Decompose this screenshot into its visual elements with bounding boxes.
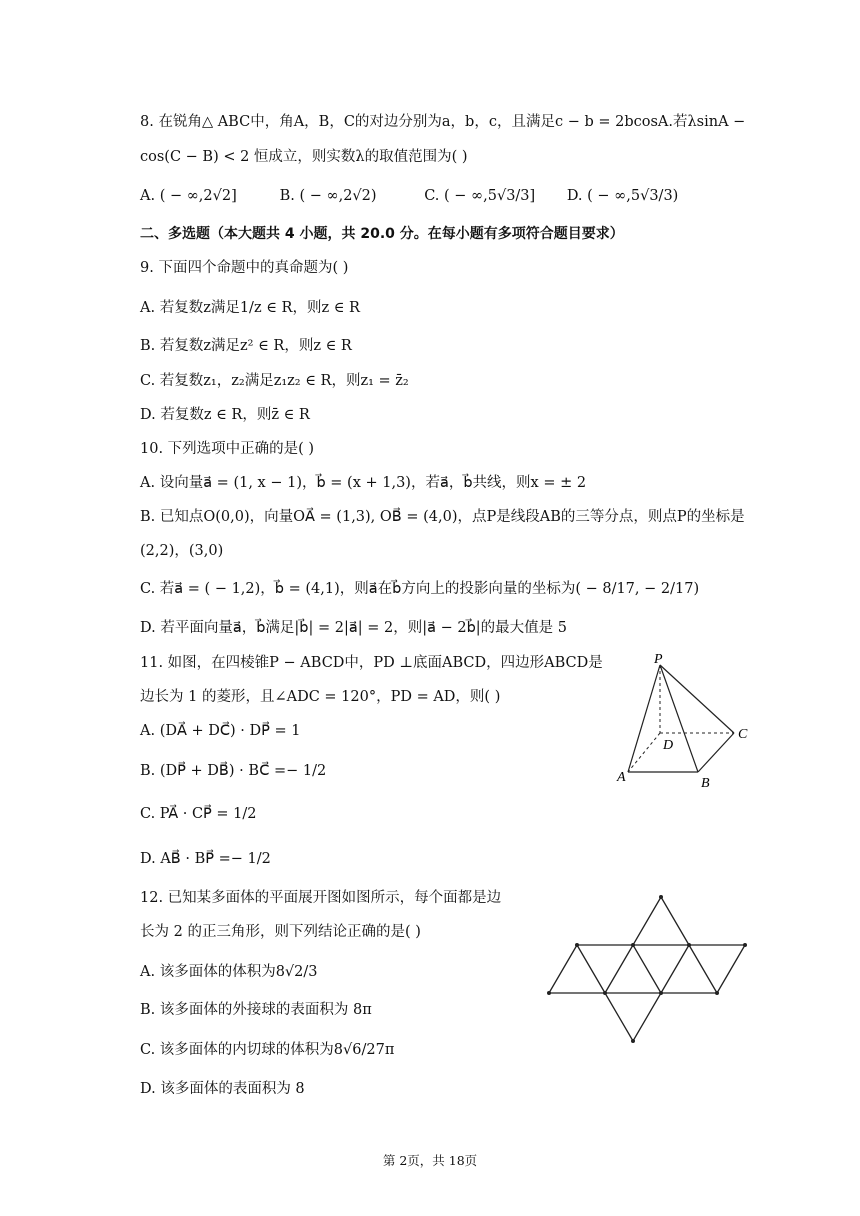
q9-option-b: B. 若复数z满足z² ∈ R，则z ∈ R <box>140 338 352 354</box>
q10-option-b-cont: (2,2)，(3,0) <box>140 543 224 559</box>
pyramid-label-a: A <box>617 770 626 785</box>
page-footer: 第 2页，共 18页 <box>382 1153 478 1168</box>
pyramid-label-b: B <box>701 776 710 791</box>
pyramid-figure <box>600 645 760 795</box>
q8-option-c: C. ( − ∞,5√3/3] <box>424 188 536 204</box>
q10-option-d: D. 若平面向量a⃗，b⃗满足|b⃗| = 2|a⃗| = 2，则|a⃗ − 2b⃗|的最大值是 5 <box>140 620 568 636</box>
q11-option-b: B. (DP⃗ + DB⃗) · BC⃗ =− 1/2 <box>140 763 327 779</box>
q12-stem-line1: 12. 已知某多面体的平面展开图如图所示，每个面都是边 <box>140 890 502 906</box>
pyramid-label-p: P <box>654 652 663 667</box>
q9-option-c: C. 若复数z₁，z₂满足z₁z₂ ∈ R，则z₁ = z̄₂ <box>140 373 409 389</box>
q9-option-d: D. 若复数z ∈ R，则z̄ ∈ R <box>140 407 310 423</box>
q8-option-d: D. ( − ∞,5√3/3) <box>566 188 679 204</box>
q8-options <box>140 186 678 206</box>
polyhedron-net-figure <box>540 890 760 1050</box>
q10-option-c: C. 若a⃗ = ( − 1,2)，b⃗ = (4,1)，则a⃗在b⃗方向上的投影向量的坐标为( − 8/17, − 2/17) <box>140 581 700 597</box>
q10-option-b: B. 已知点O(0,0)，向量OA⃗ = (1,3), OB⃗ = (4,0)，点P是线段AB的三等分点，则点P的坐标是 <box>140 509 745 525</box>
q8-stem-line1: 8. 在锐角△ ABC中，角A，B，C的对边分别为a，b，c，且满足c − b = 2bcosA.若λsinA − <box>140 114 746 130</box>
q12-option-a: A. 该多面体的体积为8√2/3 <box>140 964 318 980</box>
q11-option-a: A. (DA⃗ + DC⃗) · DP⃗ = 1 <box>140 723 301 739</box>
q9-stem: 9. 下面四个命题中的真命题为( ) <box>140 260 349 276</box>
q8-option-a: A. ( − ∞,2√2] <box>140 188 237 204</box>
q8-stem-line2: cos(C − B) < 2 恒成立，则实数λ的取值范围为( ) <box>140 149 468 165</box>
q12-option-b: B. 该多面体的外接球的表面积为 8π <box>140 1002 372 1018</box>
section-title-multiple-choice: 二、多选题（本大题共 4 小题，共 20.0 分。在每小题有多项符合题目要求） <box>140 226 624 242</box>
q12-option-c: C. 该多面体的内切球的体积为8√6/27π <box>140 1042 395 1058</box>
q8-option-b: B. ( − ∞,2√2) <box>279 188 377 204</box>
q12-stem-line2: 长为 2 的正三角形，则下列结论正确的是( ) <box>140 924 421 940</box>
q10-option-a: A. 设向量a⃗ = (1, x − 1)，b⃗ = (x + 1,3)，若a⃗，b⃗共线，则x = ± 2 <box>140 475 587 491</box>
q10-stem: 10. 下列选项中正确的是( ) <box>140 441 315 457</box>
q11-stem-line1: 11. 如图，在四棱锥P − ABCD中，PD ⊥底面ABCD，四边形ABCD是 <box>140 655 603 671</box>
q11-option-d: D. AB⃗ · BP⃗ =− 1/2 <box>140 851 271 867</box>
pyramid-label-d: D <box>663 738 674 753</box>
q12-option-d: D. 该多面体的表面积为 8 <box>140 1081 305 1097</box>
q9-option-a: A. 若复数z满足1/z ∈ R，则z ∈ R <box>140 300 360 316</box>
q11-stem-line2: 边长为 1 的菱形，且∠ADC = 120°，PD = AD，则( ) <box>140 689 501 705</box>
pyramid-label-c: C <box>738 727 748 742</box>
q11-option-c: C. PA⃗ · CP⃗ = 1/2 <box>140 806 257 822</box>
